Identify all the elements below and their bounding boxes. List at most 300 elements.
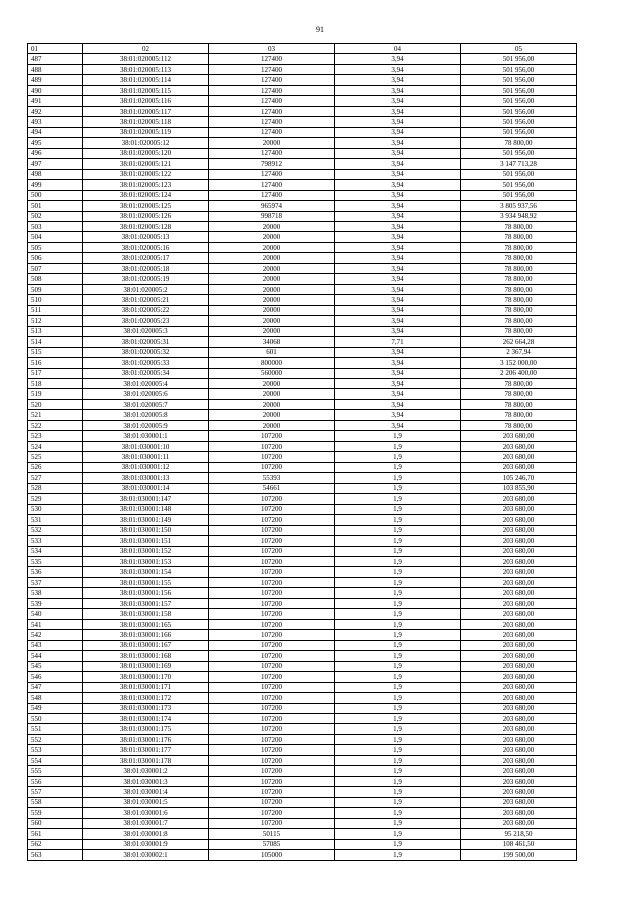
rate-cell: 3,94 xyxy=(335,169,461,179)
cadastral-number-cell: 38:01:030001:155 xyxy=(83,577,209,587)
amount-cell: 2 367,94 xyxy=(461,347,577,357)
row-number-cell: 520 xyxy=(28,399,83,409)
area-cell: 54661 xyxy=(209,483,335,493)
amount-cell: 203 680,00 xyxy=(461,766,577,776)
cadastral-number-cell: 38:01:020005:121 xyxy=(83,159,209,169)
amount-cell: 501 956,00 xyxy=(461,85,577,95)
amount-cell: 78 800,00 xyxy=(461,274,577,284)
row-number-cell: 507 xyxy=(28,263,83,273)
table-row xyxy=(28,242,577,252)
row-number-cell: 502 xyxy=(28,211,83,221)
area-cell: 107200 xyxy=(209,714,335,724)
row-number-cell: 514 xyxy=(28,337,83,347)
area-cell: 20000 xyxy=(209,389,335,399)
row-number-cell: 549 xyxy=(28,703,83,713)
area-cell: 107200 xyxy=(209,724,335,734)
rate-cell: 3,94 xyxy=(335,85,461,95)
rate-cell: 1,9 xyxy=(335,787,461,797)
row-number-cell: 528 xyxy=(28,483,83,493)
table-row xyxy=(28,473,577,483)
table-row xyxy=(28,588,577,598)
area-cell: 20000 xyxy=(209,232,335,242)
row-number-cell: 532 xyxy=(28,525,83,535)
cadastral-number-cell: 38:01:030001:176 xyxy=(83,734,209,744)
area-cell: 20000 xyxy=(209,316,335,326)
amount-cell: 203 680,00 xyxy=(461,776,577,786)
table-row xyxy=(28,776,577,786)
amount-cell: 203 680,00 xyxy=(461,755,577,765)
rate-cell: 3,94 xyxy=(335,399,461,409)
table-row xyxy=(28,651,577,661)
table-row xyxy=(28,672,577,682)
cadastral-number-cell: 38:01:030001:150 xyxy=(83,525,209,535)
table-row xyxy=(28,640,577,650)
cadastral-number-cell: 38:01:020005:120 xyxy=(83,148,209,158)
row-number-cell: 518 xyxy=(28,379,83,389)
area-cell: 107200 xyxy=(209,462,335,472)
data-table xyxy=(27,43,577,861)
table-row xyxy=(28,546,577,556)
cadastral-number-cell: 38:01:030001:149 xyxy=(83,515,209,525)
amount-cell: 78 800,00 xyxy=(461,263,577,273)
area-cell: 127400 xyxy=(209,127,335,137)
cadastral-number-cell: 38:01:020005:2 xyxy=(83,284,209,294)
table-row xyxy=(28,64,577,74)
rate-cell: 7,71 xyxy=(335,337,461,347)
area-cell: 800000 xyxy=(209,358,335,368)
amount-cell: 78 800,00 xyxy=(461,253,577,263)
area-cell: 107200 xyxy=(209,776,335,786)
rate-cell: 1,9 xyxy=(335,515,461,525)
amount-cell: 103 855,90 xyxy=(461,483,577,493)
rate-cell: 3,94 xyxy=(335,106,461,116)
column-header: 01 xyxy=(28,44,83,54)
area-cell: 107200 xyxy=(209,787,335,797)
cadastral-number-cell: 38:01:020005:114 xyxy=(83,75,209,85)
table-row xyxy=(28,703,577,713)
row-number-cell: 493 xyxy=(28,117,83,127)
amount-cell: 262 664,28 xyxy=(461,337,577,347)
rate-cell: 3,94 xyxy=(335,75,461,85)
rate-cell: 1,9 xyxy=(335,755,461,765)
cadastral-number-cell: 38:01:030001:166 xyxy=(83,630,209,640)
cadastral-number-cell: 38:01:020005:13 xyxy=(83,232,209,242)
row-number-cell: 563 xyxy=(28,850,83,860)
cadastral-number-cell: 38:01:020005:124 xyxy=(83,190,209,200)
table-row xyxy=(28,410,577,420)
rate-cell: 1,9 xyxy=(335,829,461,839)
area-cell: 107200 xyxy=(209,682,335,692)
table-row xyxy=(28,515,577,525)
row-number-cell: 506 xyxy=(28,253,83,263)
rate-cell: 3,94 xyxy=(335,127,461,137)
rate-cell: 1,9 xyxy=(335,536,461,546)
cadastral-number-cell: 38:01:020005:125 xyxy=(83,201,209,211)
table-row xyxy=(28,818,577,828)
table-row xyxy=(28,839,577,849)
area-cell: 20000 xyxy=(209,379,335,389)
amount-cell: 203 680,00 xyxy=(461,577,577,587)
area-cell: 57085 xyxy=(209,839,335,849)
cadastral-number-cell: 38:01:020005:17 xyxy=(83,253,209,263)
row-number-cell: 489 xyxy=(28,75,83,85)
area-cell: 107200 xyxy=(209,431,335,441)
table-row xyxy=(28,797,577,807)
cadastral-number-cell: 38:01:030001:10 xyxy=(83,441,209,451)
amount-cell: 203 680,00 xyxy=(461,672,577,682)
area-cell: 127400 xyxy=(209,85,335,95)
table-row xyxy=(28,190,577,200)
area-cell: 107200 xyxy=(209,577,335,587)
amount-cell: 203 680,00 xyxy=(461,640,577,650)
row-number-cell: 503 xyxy=(28,221,83,231)
rate-cell: 1,9 xyxy=(335,494,461,504)
area-cell: 34068 xyxy=(209,337,335,347)
row-number-cell: 521 xyxy=(28,410,83,420)
amount-cell: 501 956,00 xyxy=(461,75,577,85)
amount-cell: 203 680,00 xyxy=(461,724,577,734)
rate-cell: 3,94 xyxy=(335,326,461,336)
rate-cell: 1,9 xyxy=(335,546,461,556)
rate-cell: 3,94 xyxy=(335,410,461,420)
table-row xyxy=(28,682,577,692)
table-row xyxy=(28,85,577,95)
table-row xyxy=(28,96,577,106)
area-cell: 107200 xyxy=(209,640,335,650)
amount-cell: 501 956,00 xyxy=(461,190,577,200)
amount-cell: 203 680,00 xyxy=(461,787,577,797)
cadastral-number-cell: 38:01:030001:174 xyxy=(83,714,209,724)
row-number-cell: 505 xyxy=(28,242,83,252)
area-cell: 20000 xyxy=(209,221,335,231)
amount-cell: 501 956,00 xyxy=(461,127,577,137)
amount-cell: 203 680,00 xyxy=(461,546,577,556)
rate-cell: 3,94 xyxy=(335,201,461,211)
row-number-cell: 508 xyxy=(28,274,83,284)
area-cell: 20000 xyxy=(209,138,335,148)
area-cell: 105000 xyxy=(209,850,335,860)
rate-cell: 3,94 xyxy=(335,347,461,357)
row-number-cell: 539 xyxy=(28,598,83,608)
area-cell: 107200 xyxy=(209,525,335,535)
table-row xyxy=(28,159,577,169)
amount-cell: 78 800,00 xyxy=(461,138,577,148)
cadastral-number-cell: 38:01:020005:126 xyxy=(83,211,209,221)
table-row xyxy=(28,305,577,315)
row-number-cell: 547 xyxy=(28,682,83,692)
table-row xyxy=(28,389,577,399)
row-number-cell: 529 xyxy=(28,494,83,504)
row-number-cell: 545 xyxy=(28,661,83,671)
amount-cell: 203 680,00 xyxy=(461,515,577,525)
cadastral-number-cell: 38:01:020005:128 xyxy=(83,221,209,231)
cadastral-number-cell: 38:01:030001:13 xyxy=(83,473,209,483)
table-row xyxy=(28,755,577,765)
cadastral-number-cell: 38:01:030001:2 xyxy=(83,766,209,776)
amount-cell: 78 800,00 xyxy=(461,379,577,389)
amount-cell: 203 680,00 xyxy=(461,703,577,713)
rate-cell: 1,9 xyxy=(335,483,461,493)
table-header-row xyxy=(28,44,577,54)
rate-cell: 3,94 xyxy=(335,211,461,221)
area-cell: 998718 xyxy=(209,211,335,221)
area-cell: 107200 xyxy=(209,818,335,828)
amount-cell: 501 956,00 xyxy=(461,148,577,158)
cadastral-number-cell: 38:01:020005:123 xyxy=(83,180,209,190)
row-number-cell: 500 xyxy=(28,190,83,200)
rate-cell: 3,94 xyxy=(335,96,461,106)
cadastral-number-cell: 38:01:020005:9 xyxy=(83,420,209,430)
table-row xyxy=(28,787,577,797)
page-number: 91 xyxy=(316,25,324,34)
area-cell: 20000 xyxy=(209,399,335,409)
row-number-cell: 535 xyxy=(28,556,83,566)
table-row xyxy=(28,180,577,190)
rate-cell: 3,94 xyxy=(335,148,461,158)
table-row xyxy=(28,127,577,137)
table-row xyxy=(28,106,577,116)
area-cell: 127400 xyxy=(209,180,335,190)
cadastral-number-cell: 38:01:020005:116 xyxy=(83,96,209,106)
cadastral-number-cell: 38:01:020005:12 xyxy=(83,138,209,148)
area-cell: 107200 xyxy=(209,808,335,818)
cadastral-number-cell: 38:01:030001:175 xyxy=(83,724,209,734)
cadastral-number-cell: 38:01:030001:5 xyxy=(83,797,209,807)
rate-cell: 1,9 xyxy=(335,441,461,451)
row-number-cell: 562 xyxy=(28,839,83,849)
amount-cell: 203 680,00 xyxy=(461,714,577,724)
amount-cell: 78 800,00 xyxy=(461,242,577,252)
area-cell: 127400 xyxy=(209,148,335,158)
area-cell: 107200 xyxy=(209,619,335,629)
cadastral-number-cell: 38:01:030001:170 xyxy=(83,672,209,682)
amount-cell: 203 680,00 xyxy=(461,818,577,828)
table-row xyxy=(28,536,577,546)
table-row xyxy=(28,148,577,158)
amount-cell: 203 680,00 xyxy=(461,808,577,818)
rate-cell: 1,9 xyxy=(335,839,461,849)
area-cell: 107200 xyxy=(209,734,335,744)
table-row xyxy=(28,609,577,619)
column-header: 04 xyxy=(335,44,461,54)
area-cell: 107200 xyxy=(209,536,335,546)
rate-cell: 1,9 xyxy=(335,525,461,535)
cadastral-number-cell: 38:01:030001:14 xyxy=(83,483,209,493)
amount-cell: 203 680,00 xyxy=(461,661,577,671)
area-cell: 107200 xyxy=(209,598,335,608)
amount-cell: 203 680,00 xyxy=(461,504,577,514)
rate-cell: 3,94 xyxy=(335,274,461,284)
row-number-cell: 552 xyxy=(28,734,83,744)
cadastral-number-cell: 38:01:030001:3 xyxy=(83,776,209,786)
rate-cell: 1,9 xyxy=(335,734,461,744)
cadastral-number-cell: 38:01:030001:158 xyxy=(83,609,209,619)
row-number-cell: 525 xyxy=(28,452,83,462)
amount-cell: 78 800,00 xyxy=(461,232,577,242)
row-number-cell: 504 xyxy=(28,232,83,242)
table-row xyxy=(28,284,577,294)
cadastral-number-cell: 38:01:020005:7 xyxy=(83,399,209,409)
table-row xyxy=(28,808,577,818)
area-cell: 127400 xyxy=(209,169,335,179)
amount-cell: 78 800,00 xyxy=(461,221,577,231)
row-number-cell: 541 xyxy=(28,619,83,629)
column-header: 02 xyxy=(83,44,209,54)
area-cell: 107200 xyxy=(209,588,335,598)
area-cell: 20000 xyxy=(209,295,335,305)
area-cell: 107200 xyxy=(209,609,335,619)
table-row xyxy=(28,326,577,336)
amount-cell: 78 800,00 xyxy=(461,284,577,294)
amount-cell: 2 206 400,00 xyxy=(461,368,577,378)
row-number-cell: 555 xyxy=(28,766,83,776)
rate-cell: 1,9 xyxy=(335,850,461,860)
row-number-cell: 537 xyxy=(28,577,83,587)
area-cell: 127400 xyxy=(209,75,335,85)
row-number-cell: 553 xyxy=(28,745,83,755)
table-row xyxy=(28,745,577,755)
amount-cell: 108 461,50 xyxy=(461,839,577,849)
area-cell: 107200 xyxy=(209,556,335,566)
table-row xyxy=(28,577,577,587)
cadastral-number-cell: 38:01:030001:7 xyxy=(83,818,209,828)
row-number-cell: 534 xyxy=(28,546,83,556)
amount-cell: 203 680,00 xyxy=(461,556,577,566)
table-row xyxy=(28,462,577,472)
amount-cell: 78 800,00 xyxy=(461,420,577,430)
row-number-cell: 531 xyxy=(28,515,83,525)
amount-cell: 3 934 948,92 xyxy=(461,211,577,221)
cadastral-number-cell: 38:01:030001:147 xyxy=(83,494,209,504)
cadastral-number-cell: 38:01:030001:6 xyxy=(83,808,209,818)
table-row xyxy=(28,630,577,640)
cadastral-number-cell: 38:01:020005:21 xyxy=(83,295,209,305)
cadastral-number-cell: 38:01:030001:156 xyxy=(83,588,209,598)
rate-cell: 3,94 xyxy=(335,284,461,294)
cadastral-number-cell: 38:01:030001:157 xyxy=(83,598,209,608)
table-row xyxy=(28,661,577,671)
table-row xyxy=(28,368,577,378)
cadastral-number-cell: 38:01:020005:4 xyxy=(83,379,209,389)
amount-cell: 78 800,00 xyxy=(461,399,577,409)
row-number-cell: 526 xyxy=(28,462,83,472)
area-cell: 20000 xyxy=(209,284,335,294)
row-number-cell: 557 xyxy=(28,787,83,797)
rate-cell: 1,9 xyxy=(335,619,461,629)
area-cell: 107200 xyxy=(209,504,335,514)
rate-cell: 1,9 xyxy=(335,745,461,755)
row-number-cell: 554 xyxy=(28,755,83,765)
row-number-cell: 546 xyxy=(28,672,83,682)
cadastral-number-cell: 38:01:020005:118 xyxy=(83,117,209,127)
row-number-cell: 491 xyxy=(28,96,83,106)
area-cell: 107200 xyxy=(209,693,335,703)
rate-cell: 1,9 xyxy=(335,818,461,828)
cadastral-number-cell: 38:01:020005:115 xyxy=(83,85,209,95)
row-number-cell: 524 xyxy=(28,441,83,451)
amount-cell: 203 680,00 xyxy=(461,682,577,692)
row-number-cell: 523 xyxy=(28,431,83,441)
table-row xyxy=(28,567,577,577)
table-row xyxy=(28,829,577,839)
area-cell: 107200 xyxy=(209,797,335,807)
rate-cell: 1,9 xyxy=(335,682,461,692)
amount-cell: 501 956,00 xyxy=(461,96,577,106)
cadastral-number-cell: 38:01:020005:122 xyxy=(83,169,209,179)
amount-cell: 501 956,00 xyxy=(461,54,577,64)
area-cell: 798912 xyxy=(209,159,335,169)
area-cell: 107200 xyxy=(209,651,335,661)
table-row xyxy=(28,598,577,608)
cadastral-number-cell: 38:01:020005:119 xyxy=(83,127,209,137)
amount-cell: 78 800,00 xyxy=(461,295,577,305)
row-number-cell: 494 xyxy=(28,127,83,137)
area-cell: 127400 xyxy=(209,106,335,116)
row-number-cell: 490 xyxy=(28,85,83,95)
cadastral-number-cell: 38:01:030001:1 xyxy=(83,431,209,441)
row-number-cell: 515 xyxy=(28,347,83,357)
cadastral-number-cell: 38:01:020005:23 xyxy=(83,316,209,326)
rate-cell: 1,9 xyxy=(335,630,461,640)
cadastral-number-cell: 38:01:030001:167 xyxy=(83,640,209,650)
table-row xyxy=(28,693,577,703)
column-header: 05 xyxy=(461,44,577,54)
amount-cell: 199 500,00 xyxy=(461,850,577,860)
table-row xyxy=(28,504,577,514)
amount-cell: 203 680,00 xyxy=(461,797,577,807)
table-row xyxy=(28,75,577,85)
rate-cell: 3,94 xyxy=(335,379,461,389)
area-cell: 127400 xyxy=(209,117,335,127)
row-number-cell: 495 xyxy=(28,138,83,148)
table-row xyxy=(28,263,577,273)
row-number-cell: 540 xyxy=(28,609,83,619)
rate-cell: 1,9 xyxy=(335,672,461,682)
table-row xyxy=(28,274,577,284)
amount-cell: 203 680,00 xyxy=(461,431,577,441)
amount-cell: 203 680,00 xyxy=(461,630,577,640)
row-number-cell: 511 xyxy=(28,305,83,315)
amount-cell: 78 800,00 xyxy=(461,305,577,315)
table-row xyxy=(28,766,577,776)
row-number-cell: 496 xyxy=(28,148,83,158)
table-body xyxy=(28,54,577,860)
rate-cell: 1,9 xyxy=(335,452,461,462)
rate-cell: 3,94 xyxy=(335,54,461,64)
rate-cell: 3,94 xyxy=(335,420,461,430)
cadastral-number-cell: 38:01:030001:148 xyxy=(83,504,209,514)
row-number-cell: 543 xyxy=(28,640,83,650)
rate-cell: 3,94 xyxy=(335,316,461,326)
rate-cell: 1,9 xyxy=(335,504,461,514)
amount-cell: 203 680,00 xyxy=(461,598,577,608)
cadastral-number-cell: 38:01:030001:168 xyxy=(83,651,209,661)
column-header: 03 xyxy=(209,44,335,54)
rate-cell: 1,9 xyxy=(335,808,461,818)
cadastral-number-cell: 38:01:030001:172 xyxy=(83,693,209,703)
rate-cell: 1,9 xyxy=(335,766,461,776)
row-number-cell: 487 xyxy=(28,54,83,64)
cadastral-number-cell: 38:01:030001:154 xyxy=(83,567,209,577)
cadastral-number-cell: 38:01:020005:117 xyxy=(83,106,209,116)
rate-cell: 1,9 xyxy=(335,588,461,598)
cadastral-number-cell: 38:01:020005:32 xyxy=(83,347,209,357)
amount-cell: 203 680,00 xyxy=(461,619,577,629)
amount-cell: 203 680,00 xyxy=(461,651,577,661)
cadastral-number-cell: 38:01:020005:18 xyxy=(83,263,209,273)
amount-cell: 203 680,00 xyxy=(461,462,577,472)
rate-cell: 1,9 xyxy=(335,567,461,577)
